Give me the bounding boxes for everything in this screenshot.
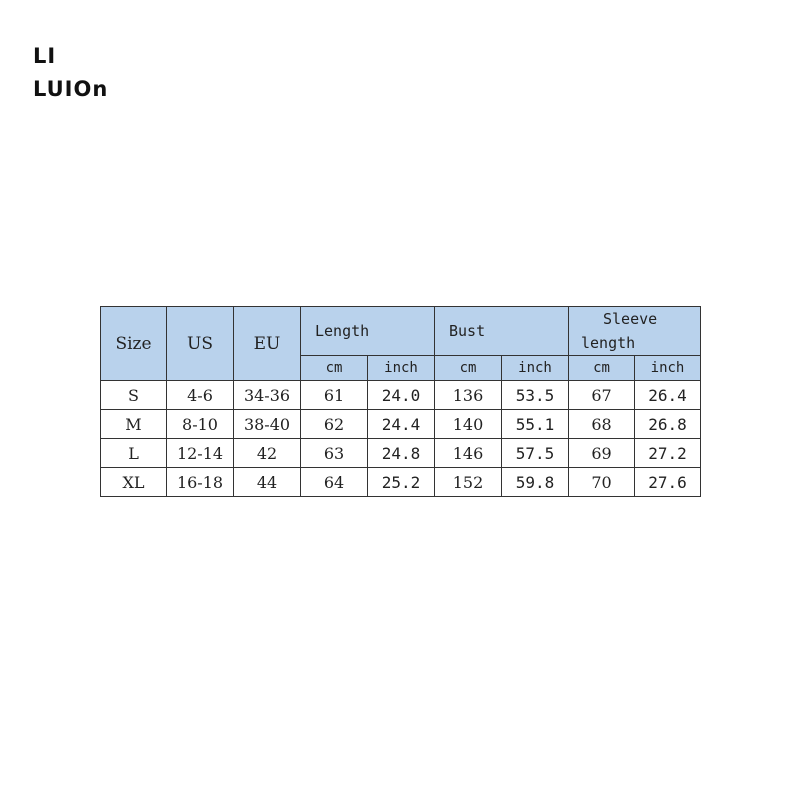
cell-length-inch: 24.4 <box>368 410 435 439</box>
unit-sleeve-cm: cm <box>569 356 635 381</box>
cell-bust-inch: 53.5 <box>502 381 569 410</box>
cell-bust-inch: 57.5 <box>502 439 569 468</box>
cell-length-cm: 64 <box>301 468 368 497</box>
cell-sleeve-inch: 26.4 <box>635 381 701 410</box>
cell-length-inch: 24.0 <box>368 381 435 410</box>
header-eu: EU <box>234 307 301 381</box>
cell-bust-cm: 136 <box>435 381 502 410</box>
cell-length-cm: 62 <box>301 410 368 439</box>
brand-logo <box>33 40 108 106</box>
cell-sleeve-cm: 67 <box>569 381 635 410</box>
size-chart-table <box>100 306 701 497</box>
cell-length-inch: 24.8 <box>368 439 435 468</box>
table-row <box>101 410 701 439</box>
cell-bust-cm: 146 <box>435 439 502 468</box>
header-sleeve-line1: Sleeve <box>603 310 658 328</box>
header-row-groups <box>101 307 701 356</box>
header-bust: Bust <box>435 307 569 356</box>
cell-us: 4-6 <box>167 381 234 410</box>
cell-eu: 44 <box>234 468 301 497</box>
cell-sleeve-cm: 70 <box>569 468 635 497</box>
cell-eu: 34-36 <box>234 381 301 410</box>
table-row <box>101 439 701 468</box>
cell-size: L <box>101 439 167 468</box>
cell-sleeve-cm: 69 <box>569 439 635 468</box>
cell-bust-cm: 152 <box>435 468 502 497</box>
cell-sleeve-cm: 68 <box>569 410 635 439</box>
cell-sleeve-inch: 27.2 <box>635 439 701 468</box>
size-chart-header <box>101 307 701 381</box>
unit-sleeve-inch: inch <box>635 356 701 381</box>
table-row <box>101 468 701 497</box>
unit-bust-inch: inch <box>502 356 569 381</box>
cell-length-cm: 63 <box>301 439 368 468</box>
cell-size: XL <box>101 468 167 497</box>
header-sleeve-length <box>569 307 701 356</box>
cell-bust-inch: 59.8 <box>502 468 569 497</box>
size-chart-body <box>101 381 701 497</box>
brand-logo-line2: LUIOn <box>33 77 109 101</box>
cell-us: 16-18 <box>167 468 234 497</box>
header-sleeve-line2: length <box>581 334 636 352</box>
cell-sleeve-inch: 27.6 <box>635 468 701 497</box>
cell-bust-cm: 140 <box>435 410 502 439</box>
cell-bust-inch: 55.1 <box>502 410 569 439</box>
unit-length-cm: cm <box>301 356 368 381</box>
cell-eu: 42 <box>234 439 301 468</box>
brand-logo-line1: LI <box>33 44 57 68</box>
unit-length-inch: inch <box>368 356 435 381</box>
cell-sleeve-inch: 26.8 <box>635 410 701 439</box>
cell-eu: 38-40 <box>234 410 301 439</box>
unit-bust-cm: cm <box>435 356 502 381</box>
cell-length-cm: 61 <box>301 381 368 410</box>
cell-length-inch: 25.2 <box>368 468 435 497</box>
header-length: Length <box>301 307 435 356</box>
table-row <box>101 381 701 410</box>
cell-us: 8-10 <box>167 410 234 439</box>
header-us: US <box>167 307 234 381</box>
cell-size: S <box>101 381 167 410</box>
header-size: Size <box>101 307 167 381</box>
cell-us: 12-14 <box>167 439 234 468</box>
cell-size: M <box>101 410 167 439</box>
